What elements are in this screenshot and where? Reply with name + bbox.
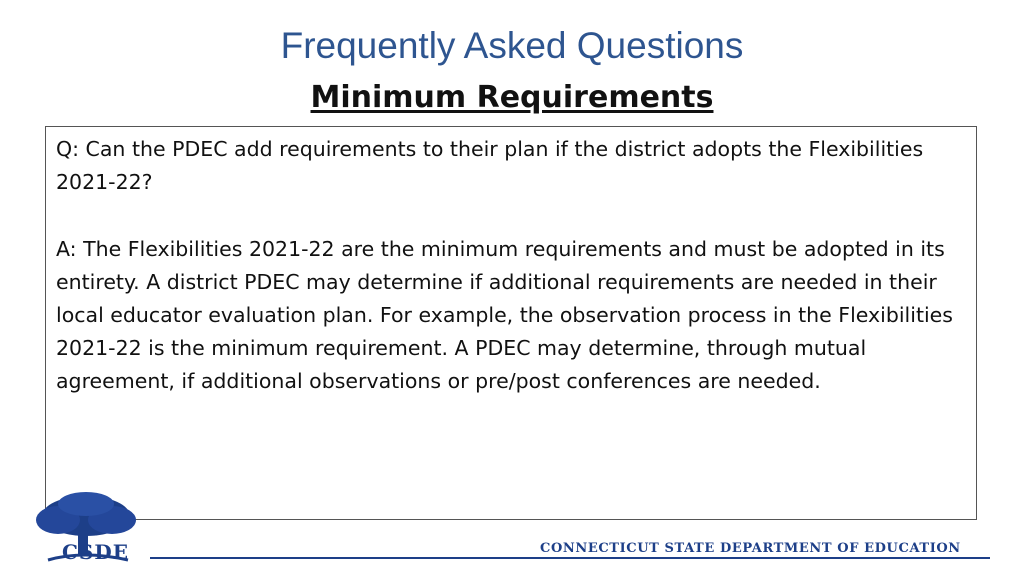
footer-divider: [150, 557, 990, 559]
slide-title: Frequently Asked Questions: [280, 25, 744, 66]
department-name: CONNECTICUT STATE DEPARTMENT OF EDUCATION: [540, 541, 961, 556]
slide-subtitle: Minimum Requirements: [310, 80, 714, 115]
qa-box: [45, 126, 977, 520]
question-text: Q: Can the PDEC add requirements to their plan if the district adopts the Flexibilities 2021-22?: [56, 137, 924, 194]
csde-logo-text: CSDE: [62, 540, 129, 564]
answer-text: A: The Flexibilities 2021-22 are the minimum requirements and must be adopted in its entirety. A district PDEC may determine if additional requirements are needed in their local educator evaluation plan. For example, the observation process in the Flexibilities 2021-22 is the minimum requirement. A PDEC may determine, through mutual agreement, if additional observations or pre/post conferences are needed.: [56, 237, 953, 393]
